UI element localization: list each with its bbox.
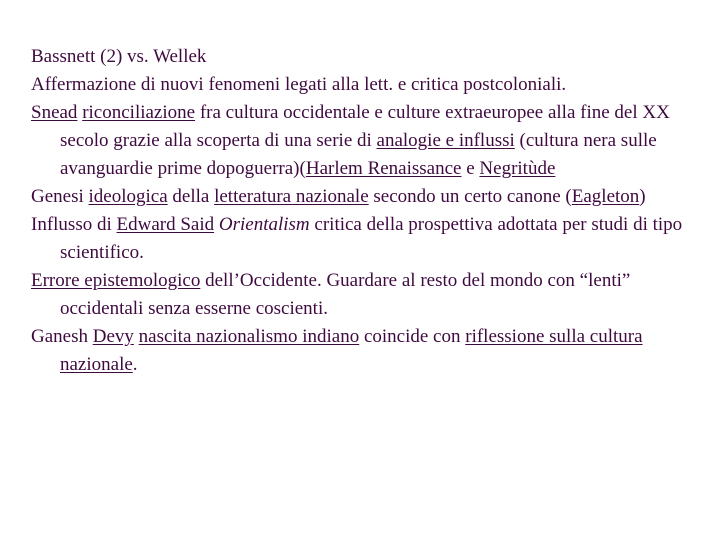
text-run: fra cultura occidentale e culture extraeuropee alla fine del XX secolo grazie alla scoperta di una serie di xyxy=(60,102,670,151)
slide-body xyxy=(31,43,699,379)
text-run: Bassnett (2) vs. Wellek xyxy=(31,46,207,67)
text-run: Ganesh xyxy=(31,326,93,347)
underlined-term: Snead xyxy=(31,102,78,123)
text-run: (cultura nera sulle avanguardie prime dopoguerra)( xyxy=(60,130,657,179)
paragraph-errore xyxy=(31,267,699,323)
underlined-term: Eagleton xyxy=(571,186,640,207)
paragraph-said xyxy=(31,211,699,267)
underlined-term: nascita nazionalismo indiano xyxy=(138,326,360,347)
underlined-term: letteratura nazionale xyxy=(214,186,369,207)
underlined-term: riconciliazione xyxy=(82,102,196,123)
text-run: secondo un certo canone ( xyxy=(368,186,572,207)
underlined-term: analogie e influssi xyxy=(376,130,515,151)
text-run: Genesi xyxy=(31,186,89,207)
paragraph-genesi xyxy=(31,183,699,211)
paragraph-bassnett-wellek xyxy=(31,43,699,71)
text-run: coincide con xyxy=(359,326,466,347)
underlined-term: Devy xyxy=(92,326,134,347)
underlined-term: riflessione sulla cultura nazionale xyxy=(60,326,643,375)
paragraph-postcolonial xyxy=(31,71,699,99)
paragraph-snead xyxy=(31,99,699,183)
text-run: ) xyxy=(639,186,646,207)
underlined-term: ideologica xyxy=(88,186,168,207)
text-run: . xyxy=(132,354,138,375)
text-run: critica della prospettiva adottata per studi di tipo scientifico. xyxy=(60,214,683,263)
text-run: Affermazione di nuovi fenomeni legati alla lett. e critica postcoloniali. xyxy=(31,74,567,95)
text-run: e xyxy=(461,158,480,179)
text-run: dell’Occidente. Guardare al resto del mondo con “lenti” occidentali senza esserne coscienti. xyxy=(60,270,631,319)
paragraph-devy xyxy=(31,323,699,379)
text-run: della xyxy=(167,186,215,207)
underlined-term: Negritùde xyxy=(479,158,556,179)
underlined-term: Harlem Renaissance xyxy=(305,158,462,179)
text-run: Influsso di xyxy=(31,214,117,235)
underlined-term: Edward Said xyxy=(116,214,215,235)
underlined-term: Errore epistemologico xyxy=(31,270,201,291)
italic-title: Orientalism xyxy=(218,214,310,235)
